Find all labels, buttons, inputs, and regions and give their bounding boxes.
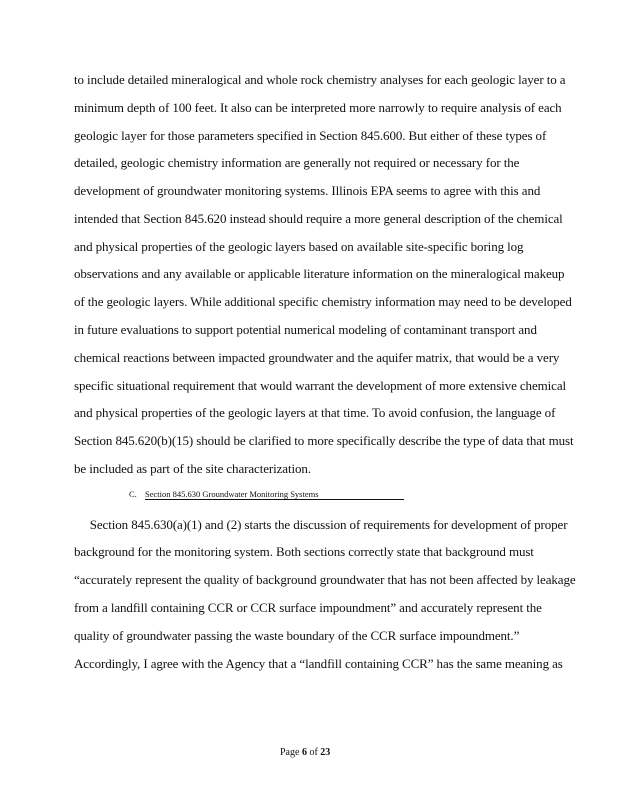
paragraph-line: minimum depth of 100 feet. It also can be interpreted more narrowly to require analysis of each (74, 100, 562, 115)
paragraph-line: intended that Section 845.620 instead should require a more general description of the chemical (74, 211, 563, 226)
section-heading (129, 489, 404, 500)
paragraph-line: to include detailed mineralogical and whole rock chemistry analyses for each geologic layer to a (74, 72, 566, 87)
paragraph-line: detailed, geologic chemistry information are generally not required or necessary for the (74, 155, 520, 170)
page-footer (280, 747, 330, 758)
paragraph-line: Section 845.620(b)(15) should be clarified to more specifically describe the type of data that must (74, 433, 574, 448)
paragraph-line: quality of groundwater passing the waste boundary of the CCR surface impoundment.” (74, 628, 520, 643)
paragraph-line: be included as part of the site characterization. (74, 461, 311, 476)
paragraph-line: of the geologic layers. While additional specific chemistry information may need to be developed (74, 294, 572, 309)
paragraph-line: specific situational requirement that would warrant the development of more extensive chemical (74, 378, 567, 393)
paragraph-line: in future evaluations to support potential numerical modeling of contaminant transport and (74, 322, 537, 337)
paragraph-line: Section 845.630(a)(1) and (2) starts the discussion of requirements for development of proper (74, 517, 568, 532)
paragraph-line: and physical properties of the geologic layers at that time. To avoid confusion, the language of (74, 405, 556, 420)
paragraph-line: development of groundwater monitoring systems. Illinois EPA seems to agree with this and (74, 183, 541, 198)
paragraph-line: from a landfill containing CCR or CCR surface impoundment” and accurately represent the (74, 600, 542, 615)
paragraph-line: geologic layer for those parameters specified in Section 845.600. But either of these types of (74, 128, 547, 143)
page-label: Page (280, 747, 300, 758)
paragraph-line: observations and any available or applicable literature information on the mineralogical makeup (74, 266, 565, 281)
paragraph-line: and physical properties of the geologic layers based on available site-specific boring log (74, 239, 524, 254)
page-number: 6 (301, 747, 307, 758)
section-title: Section 845.630 Groundwater Monitoring Systems (145, 489, 404, 500)
of-label: of (309, 747, 318, 758)
section-letter: C. (129, 489, 137, 499)
paragraph-line: chemical reactions between impacted groundwater and the aquifer matrix, that would be a very (74, 350, 560, 365)
paragraph-line: “accurately represent the quality of background groundwater that has not been affected by leakage (74, 572, 576, 587)
total-pages: 23 (320, 747, 331, 758)
paragraph-line: background for the monitoring system. Both sections correctly state that background must (74, 544, 534, 559)
paragraph-line: Accordingly, I agree with the Agency that a “landfill containing CCR” has the same meaning as (74, 656, 563, 671)
